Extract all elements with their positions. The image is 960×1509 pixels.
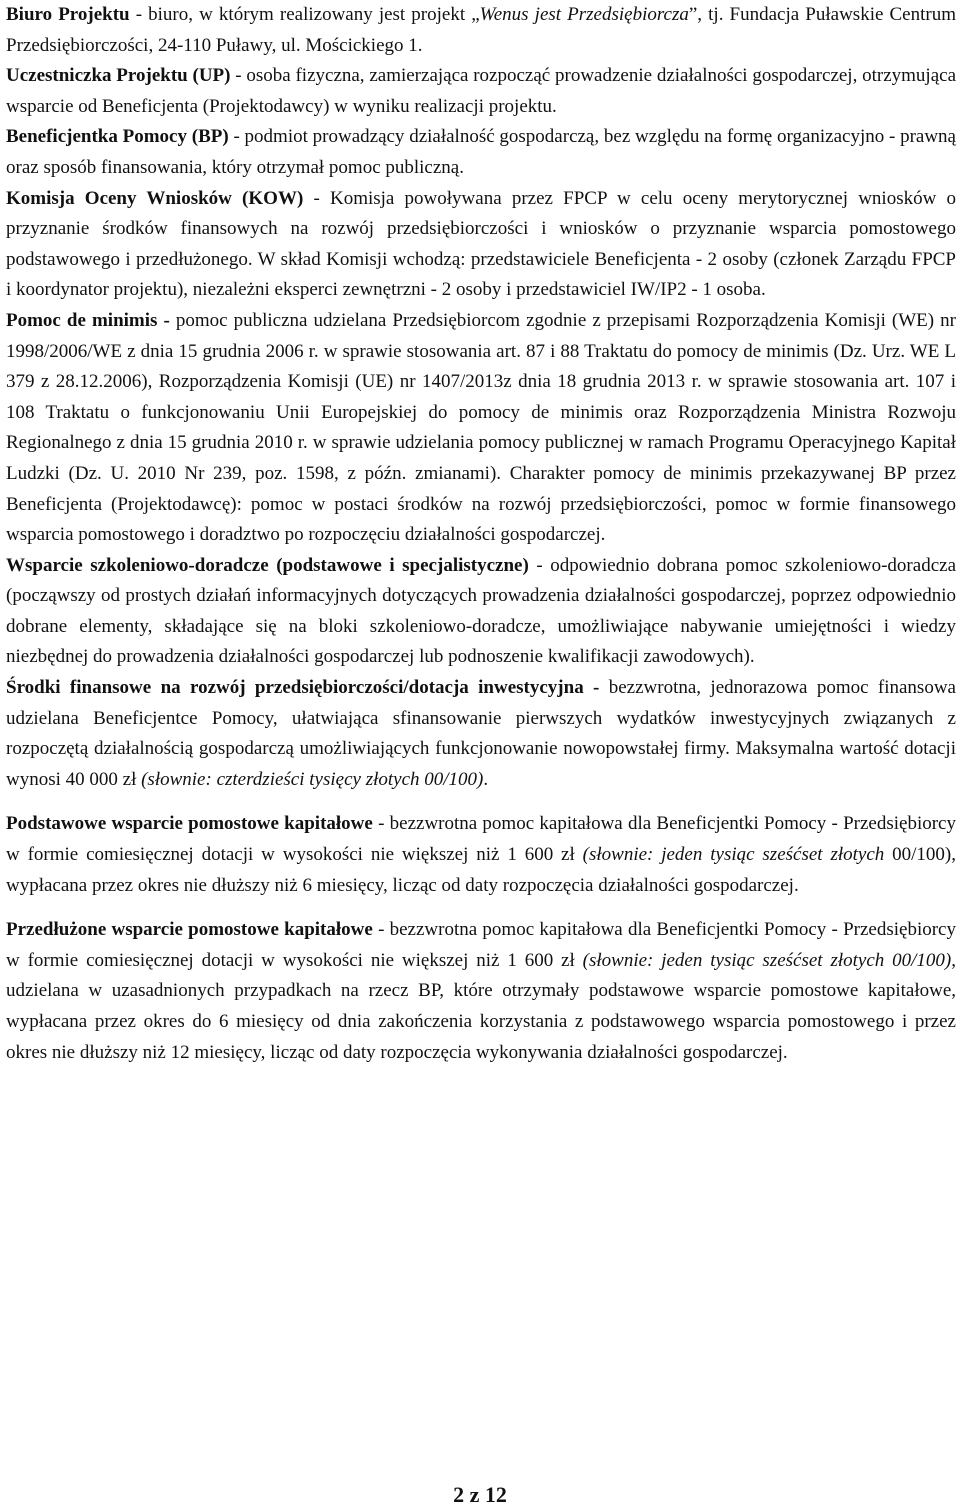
definition-text: pomoc publiczna udzielana Przedsiębiorcom zgodnie z przepisami Rozporządzenia Komisji (WE) nr 1998/2006/WE z dnia 15 grudnia 2006 r. w sprawie stosowania art. 87 i 88 Traktatu do pomocy de minimis (Dz. Urz. WE L 379 z 28.12.2006), Rozporządzenia Komisji (UE) nr 1407/2013z dnia 18 grudnia 2013 r. w sprawie stosowania art. 107 i 108 Traktatu o funkcjonowaniu Unii Europejskiej do pomocy de minimis oraz Rozporządzenia Ministra Rozwoju Regionalnego z dnia 15 grudnia 2010 r. w sprawie udzielania pomocy publicznej w ramach Programu Operacyjnego Kapitał Ludzki (Dz. U. 2010 Nr 239, poz. 1598, z późn. zmianami). Charakter pomocy de minimis przekazywanej BP przez Beneficjenta (Projektodawcę): pomoc w postaci środków na rozwój przedsiębiorczości, pomoc w formie finansowego wsparcia pomostowego i doradztwo po rozpoczęciu działalności gospodarczej.: [6, 309, 956, 546]
definition-italic-text: (słownie: jeden tysiąc sześćset złotych 00/100): [582, 949, 952, 971]
definition-term: Beneficjentka Pomocy (BP): [6, 126, 229, 148]
definition-italic-text: (słownie: czterdzieści tysięcy złotych 00/100): [141, 768, 484, 790]
page-number: 2 z 12: [453, 1482, 507, 1507]
definition-term: Pomoc de minimis -: [6, 309, 170, 331]
definition-text: - Komisja powoływana przez FPCP w celu oceny merytorycznej wniosków o przyznanie środków finansowych na rozwój przedsiębiorczości i wniosków o przyznanie wsparcia pomostowego podstawowego i przedłużonego. W skład Komisji wchodzą: przedstawiciele Beneficjenta - 2 osoby (członek Zarządu FPCP i koordynator projektu), niezależni eksperci zewnętrzni - 2 osoby i przedstawiciel IW/IP2 - 1 osoba.: [6, 187, 956, 301]
definition-paragraph: [6, 673, 956, 795]
definition-term: Przedłużone wsparcie pomostowe kapitałowe: [6, 919, 373, 941]
definition-paragraph: [6, 184, 956, 306]
definition-text: .: [483, 768, 489, 790]
definition-paragraph: [6, 551, 956, 673]
definition-text: - osoba fizyczna, zamierzająca rozpocząć prowadzenie działalności gospodarczej, otrzymująca wsparcie od Beneficjenta (Projektodawcy) w wyniku realizacji projektu.: [6, 65, 957, 117]
definition-paragraph: [6, 122, 956, 183]
definition-term: Biuro Projektu: [6, 4, 130, 25]
definition-italic-text: Wenus jest Przedsiębiorcza: [479, 4, 689, 25]
definition-paragraph: [6, 915, 956, 1068]
definition-term: Podstawowe wsparcie pomostowe kapitałowe: [6, 813, 373, 835]
definition-text: ”, tj. Fundacja Puławskie Centrum Przedsiębiorczości, 24-110 Puławy, ul. Mościckiego 1.: [6, 4, 956, 56]
definition-term: Wsparcie szkoleniowo-doradcze (podstawowe i specjalistyczne): [6, 554, 529, 576]
definition-term: Uczestniczka Projektu (UP): [6, 65, 231, 87]
document-body: [6, 0, 956, 1068]
definition-paragraph: [6, 809, 956, 901]
definition-paragraph: [6, 0, 956, 61]
definition-term: Komisja Oceny Wniosków (KOW): [6, 187, 304, 209]
definition-term: Środki finansowe na rozwój przedsiębiorczości/dotacja inwestycyjna -: [6, 677, 600, 699]
definition-text: , udzielana w uzasadnionych przypadkach na rzecz BP, które otrzymały podstawowe wsparcie pomostowe kapitałowe, wypłacana przez okres do 6 miesięcy od dnia zakończenia korzystania z podstawowego wsparcia pomostowego i przez okres nie dłuższy niż 12 miesięcy, licząc od daty rozpoczęcia wykonywania działalności gospodarczej.: [6, 949, 956, 1063]
definition-text: - odpowiednio dobrana pomoc szkoleniowo-doradcza (począwszy od prostych działań informacyjnych dotyczących prowadzenia działalności gospodarczej, poprzez odpowiednio dobrane elementy, składające się na bloki szkoleniowo-doradcze, umożliwiające nabywanie umiejętności i wiedzy niezbędnej do prowadzenia działalności gospodarczej lub podnoszenie kwalifikacji zawodowych).: [6, 554, 956, 668]
definition-paragraph: [6, 61, 956, 122]
definition-paragraph: [6, 306, 956, 551]
definition-text: - podmiot prowadzący działalność gospodarczą, bez względu na formę organizacyjno - prawną oraz sposób finansowania, który otrzymał pomoc publiczną.: [6, 126, 956, 178]
definition-text: - biuro, w którym realizowany jest projekt „: [129, 4, 480, 25]
definition-text: bezzwrotna, jednorazowa pomoc finansowa udzielana Beneficjentce Pomocy, ułatwiająca sfinansowanie pierwszych wydatków inwestycyjnych związanych z rozpoczętą działalnością gospodarczą umożliwiających funkcjonowanie nowopowstałej firmy. Maksymalna wartość dotacji wynosi 40 000 zł: [6, 677, 956, 790]
definition-italic-text: (słownie: jeden tysiąc sześćset złotych: [582, 844, 885, 866]
definition-text: - bezzwrotna pomoc kapitałowa dla Beneficjentki Pomocy - Przedsiębiorcy w formie comiesięcznej dotacji w wysokości nie większej niż 1 600 zł: [6, 813, 956, 866]
definition-text: 00/100), wypłacana przez okres nie dłuższy niż 6 miesięcy, licząc od daty rozpoczęcia działalności gospodarczej.: [6, 844, 956, 896]
definition-text: - bezzwrotna pomoc kapitałowa dla Beneficjentki Pomocy - Przedsiębiorcy w formie comiesięcznej dotacji w wysokości nie większej niż 1 600 zł: [6, 919, 956, 971]
